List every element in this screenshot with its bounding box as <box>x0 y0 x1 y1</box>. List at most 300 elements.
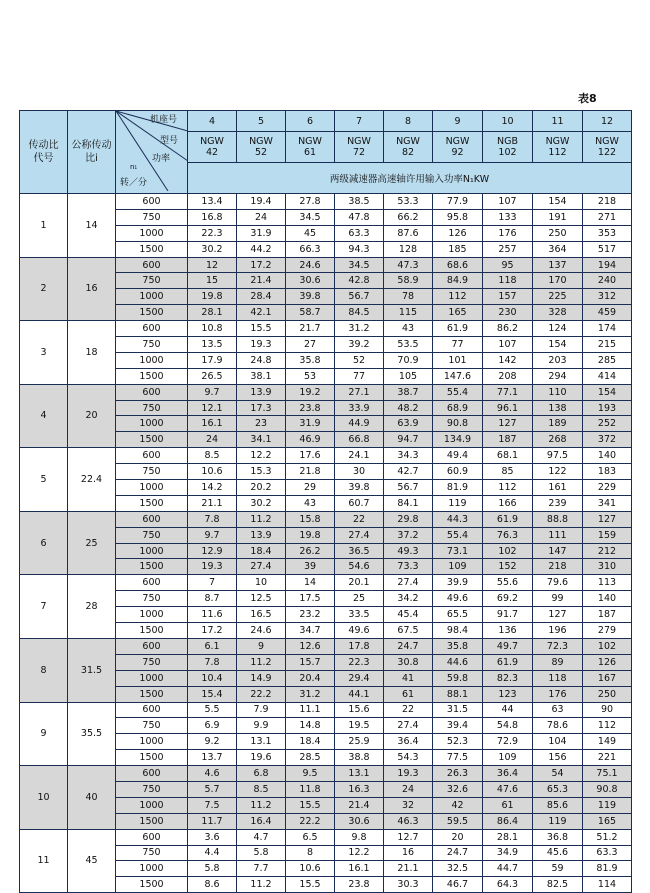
speed-cell: 600 <box>116 448 188 464</box>
power-cell: 17.2 <box>237 257 286 273</box>
power-cell: 84.1 <box>384 495 433 511</box>
power-cell: 68.1 <box>483 448 533 464</box>
power-cell: 10 <box>237 575 286 591</box>
model-3 <box>335 132 384 163</box>
power-cell: 44.2 <box>237 241 286 257</box>
power-cell: 27.4 <box>384 718 433 734</box>
nominal-ratio-cell: 22.4 <box>68 448 116 512</box>
label-speed-symbol: n₁ <box>130 163 138 171</box>
power-cell: 112 <box>583 718 632 734</box>
speed-cell: 1000 <box>116 289 188 305</box>
ratio-code-cell: 7 <box>20 575 68 639</box>
power-cell: 19.8 <box>286 527 335 543</box>
power-cell: 36.5 <box>335 543 384 559</box>
power-cell: 24.7 <box>433 845 483 861</box>
frame-number-10: 10 <box>483 111 533 132</box>
power-cell: 176 <box>483 225 533 241</box>
power-cell: 35.8 <box>433 638 483 654</box>
power-cell: 43 <box>286 495 335 511</box>
power-cell: 11.2 <box>237 797 286 813</box>
power-cell: 10.6 <box>286 861 335 877</box>
power-cell: 187 <box>583 607 632 623</box>
power-cell: 17.9 <box>188 352 237 368</box>
power-cell: 8 <box>286 845 335 861</box>
power-cell: 15.6 <box>335 702 384 718</box>
table-row <box>20 575 632 591</box>
power-cell: 26.5 <box>188 368 237 384</box>
power-cell: 147.6 <box>433 368 483 384</box>
power-cell: 20 <box>433 829 483 845</box>
power-cell: 189 <box>533 416 583 432</box>
power-cell: 8.5 <box>237 781 286 797</box>
power-cell: 64.3 <box>483 877 533 893</box>
power-cell: 20.4 <box>286 670 335 686</box>
model-type: NGW <box>595 136 619 147</box>
ratio-group <box>20 511 632 575</box>
power-cell: 15.5 <box>286 797 335 813</box>
power-cell: 86.2 <box>483 321 533 337</box>
power-cell: 203 <box>533 352 583 368</box>
power-cell: 18.4 <box>237 543 286 559</box>
power-cell: 22.2 <box>237 686 286 702</box>
power-cell: 49.3 <box>384 543 433 559</box>
model-size: 112 <box>548 147 567 158</box>
frame-number-5: 5 <box>237 111 286 132</box>
power-cell: 9.5 <box>286 766 335 782</box>
speed-cell: 1500 <box>116 368 188 384</box>
power-cell: 5.7 <box>188 781 237 797</box>
power-cell: 15.7 <box>286 654 335 670</box>
power-cell: 65.5 <box>433 607 483 623</box>
power-cell: 46.9 <box>286 432 335 448</box>
power-cell: 105 <box>384 368 433 384</box>
power-cell: 142 <box>483 352 533 368</box>
table-row <box>20 384 632 400</box>
power-cell: 82.5 <box>533 877 583 893</box>
power-cell: 24.1 <box>335 448 384 464</box>
power-cell: 49.6 <box>433 591 483 607</box>
power-cell: 12.6 <box>286 638 335 654</box>
power-cell: 66.3 <box>286 241 335 257</box>
speed-cell: 1000 <box>116 734 188 750</box>
power-cell: 328 <box>533 305 583 321</box>
power-cell: 229 <box>583 480 632 496</box>
speed-cell: 1000 <box>116 352 188 368</box>
power-cell: 250 <box>533 225 583 241</box>
power-cell: 34.9 <box>483 845 533 861</box>
power-cell: 20.1 <box>335 575 384 591</box>
power-cell: 30.6 <box>335 813 384 829</box>
power-cell: 39 <box>286 559 335 575</box>
power-cell: 107 <box>483 337 533 353</box>
power-cell: 30.2 <box>237 495 286 511</box>
power-cell: 34.1 <box>237 432 286 448</box>
power-cell: 38.5 <box>335 194 384 210</box>
power-cell: 88.1 <box>433 686 483 702</box>
power-cell: 70.9 <box>384 352 433 368</box>
power-cell: 21.4 <box>335 797 384 813</box>
power-cell: 126 <box>583 654 632 670</box>
power-cell: 6.5 <box>286 829 335 845</box>
power-cell: 115 <box>384 305 433 321</box>
power-cell: 372 <box>583 432 632 448</box>
power-cell: 77 <box>433 337 483 353</box>
power-cell: 95.8 <box>433 209 483 225</box>
label-frame-no: 机座号 <box>150 115 178 125</box>
model-size: 52 <box>254 147 268 158</box>
power-cell: 15.5 <box>237 321 286 337</box>
power-cell: 55.4 <box>433 527 483 543</box>
power-cell: 30 <box>335 464 384 480</box>
power-cell: 33.9 <box>335 400 384 416</box>
power-cell: 54 <box>533 766 583 782</box>
power-cell: 39.8 <box>286 289 335 305</box>
power-cell: 17.2 <box>188 623 237 639</box>
power-cell: 7 <box>188 575 237 591</box>
power-cell: 127 <box>483 416 533 432</box>
power-cell: 28.4 <box>237 289 286 305</box>
power-cell: 128 <box>384 241 433 257</box>
table-row <box>20 448 632 464</box>
power-cell: 27.8 <box>286 194 335 210</box>
power-cell: 127 <box>583 511 632 527</box>
power-cell: 6.8 <box>237 766 286 782</box>
power-cell: 6.1 <box>188 638 237 654</box>
power-cell: 215 <box>583 337 632 353</box>
speed-cell: 750 <box>116 591 188 607</box>
ratio-code-cell: 11 <box>20 829 68 893</box>
speed-cell: 1500 <box>116 750 188 766</box>
power-cell: 30.2 <box>188 241 237 257</box>
power-cell: 42 <box>433 797 483 813</box>
frame-number-7: 7 <box>335 111 384 132</box>
power-cell: 54.8 <box>483 718 533 734</box>
power-cell: 13.9 <box>237 527 286 543</box>
power-cell: 61 <box>483 797 533 813</box>
power-cell: 12.7 <box>384 829 433 845</box>
table-row <box>20 511 632 527</box>
power-cell: 112 <box>433 289 483 305</box>
power-cell: 44.7 <box>483 861 533 877</box>
power-cell: 364 <box>533 241 583 257</box>
power-cell: 341 <box>583 495 632 511</box>
power-cell: 154 <box>533 337 583 353</box>
power-cell: 32.6 <box>433 781 483 797</box>
power-cell: 517 <box>583 241 632 257</box>
power-cell: 85 <box>483 464 533 480</box>
power-cell: 59 <box>533 861 583 877</box>
speed-cell: 1500 <box>116 305 188 321</box>
power-cell: 34.3 <box>384 448 433 464</box>
power-cell: 63 <box>533 702 583 718</box>
power-cell: 110 <box>533 384 583 400</box>
power-cell: 30.3 <box>384 877 433 893</box>
nominal-ratio-cell: 16 <box>68 257 116 321</box>
table-row <box>20 321 632 337</box>
power-cell: 58.9 <box>384 273 433 289</box>
power-cell: 42.8 <box>335 273 384 289</box>
power-cell: 107 <box>483 194 533 210</box>
power-cell: 7.8 <box>188 511 237 527</box>
table-row <box>20 829 632 845</box>
power-cell: 60.7 <box>335 495 384 511</box>
power-cell: 61 <box>384 686 433 702</box>
power-cell: 8.6 <box>188 877 237 893</box>
power-cell: 239 <box>533 495 583 511</box>
model-type: NGB <box>497 136 518 147</box>
power-cell: 8.5 <box>188 448 237 464</box>
power-cell: 124 <box>533 321 583 337</box>
header-diagonal-cell <box>116 111 188 194</box>
speed-cell: 750 <box>116 527 188 543</box>
ratio-group <box>20 321 632 385</box>
power-table <box>19 110 632 893</box>
power-cell: 21.1 <box>384 861 433 877</box>
nominal-ratio-cell: 18 <box>68 321 116 385</box>
power-cell: 5.8 <box>188 861 237 877</box>
header-nominal-ratio <box>68 111 116 194</box>
power-cell: 27.4 <box>384 575 433 591</box>
power-cell: 86.4 <box>483 813 533 829</box>
power-cell: 24.6 <box>286 257 335 273</box>
nominal-ratio-cell: 28 <box>68 575 116 639</box>
power-cell: 72.3 <box>533 638 583 654</box>
power-cell: 47.3 <box>384 257 433 273</box>
power-cell: 4.7 <box>237 829 286 845</box>
speed-cell: 1500 <box>116 813 188 829</box>
power-cell: 22.3 <box>188 225 237 241</box>
power-cell: 15 <box>188 273 237 289</box>
power-cell: 73.3 <box>384 559 433 575</box>
power-cell: 16.1 <box>188 416 237 432</box>
power-cell: 126 <box>433 225 483 241</box>
power-cell: 97.5 <box>533 448 583 464</box>
power-cell: 68.9 <box>433 400 483 416</box>
power-cell: 118 <box>533 670 583 686</box>
power-cell: 31.2 <box>335 321 384 337</box>
power-cell: 27.4 <box>335 527 384 543</box>
ratio-code-cell: 9 <box>20 702 68 766</box>
power-cell: 134.9 <box>433 432 483 448</box>
power-cell: 61.9 <box>433 321 483 337</box>
power-cell: 19.3 <box>237 337 286 353</box>
power-cell: 14 <box>286 575 335 591</box>
power-cell: 170 <box>533 273 583 289</box>
power-cell: 36.8 <box>533 829 583 845</box>
model-5 <box>433 132 483 163</box>
ratio-group <box>20 257 632 321</box>
speed-cell: 750 <box>116 273 188 289</box>
power-cell: 66.8 <box>335 432 384 448</box>
power-cell: 76.3 <box>483 527 533 543</box>
power-cell: 10.8 <box>188 321 237 337</box>
power-cell: 17.8 <box>335 638 384 654</box>
power-cell: 51.2 <box>583 829 632 845</box>
table-row <box>20 766 632 782</box>
power-cell: 191 <box>533 209 583 225</box>
power-cell: 99 <box>533 591 583 607</box>
speed-cell: 600 <box>116 321 188 337</box>
label-model: 型号 <box>160 136 179 146</box>
ratio-group <box>20 384 632 448</box>
speed-cell: 600 <box>116 638 188 654</box>
power-cell: 208 <box>483 368 533 384</box>
power-cell: 13.7 <box>188 750 237 766</box>
model-type: NGW <box>445 136 470 147</box>
power-cell: 68.6 <box>433 257 483 273</box>
power-cell: 34.5 <box>286 209 335 225</box>
speed-cell: 1500 <box>116 623 188 639</box>
speed-cell: 750 <box>116 781 188 797</box>
power-cell: 15.3 <box>237 464 286 480</box>
power-cell: 152 <box>483 559 533 575</box>
power-cell: 32 <box>384 797 433 813</box>
power-cell: 85.6 <box>533 797 583 813</box>
power-cell: 193 <box>583 400 632 416</box>
power-cell: 91.7 <box>483 607 533 623</box>
power-cell: 24 <box>188 432 237 448</box>
speed-cell: 750 <box>116 209 188 225</box>
power-cell: 53.5 <box>384 337 433 353</box>
speed-cell: 600 <box>116 384 188 400</box>
power-cell: 11.8 <box>286 781 335 797</box>
power-cell: 33.5 <box>335 607 384 623</box>
power-cell: 95 <box>483 257 533 273</box>
power-cell: 279 <box>583 623 632 639</box>
power-cell: 38.8 <box>335 750 384 766</box>
speed-cell: 600 <box>116 511 188 527</box>
model-type: NGW <box>347 136 371 147</box>
power-cell: 19.4 <box>237 194 286 210</box>
power-cell: 414 <box>583 368 632 384</box>
power-cell: 42.7 <box>384 464 433 480</box>
power-cell: 16.5 <box>237 607 286 623</box>
power-cell: 312 <box>583 289 632 305</box>
power-cell: 79.6 <box>533 575 583 591</box>
power-cell: 114 <box>583 877 632 893</box>
power-cell: 212 <box>583 543 632 559</box>
header-nominal-ratio-line2: 比i <box>85 153 98 164</box>
power-cell: 34.5 <box>335 257 384 273</box>
power-cell: 39.8 <box>335 480 384 496</box>
power-cell: 29 <box>286 480 335 496</box>
power-cell: 84.5 <box>335 305 384 321</box>
label-power: 功率 <box>152 154 171 164</box>
power-cell: 165 <box>433 305 483 321</box>
power-cell: 10.6 <box>188 464 237 480</box>
power-cell: 11.2 <box>237 877 286 893</box>
power-cell: 167 <box>583 670 632 686</box>
power-cell: 67.5 <box>384 623 433 639</box>
power-cell: 13.9 <box>237 384 286 400</box>
power-cell: 19.8 <box>188 289 237 305</box>
power-cell: 8.7 <box>188 591 237 607</box>
power-cell: 112 <box>483 480 533 496</box>
model-type: NGW <box>200 136 224 147</box>
power-cell: 47.6 <box>483 781 533 797</box>
power-cell: 13.1 <box>335 766 384 782</box>
model-size: 72 <box>352 147 366 158</box>
power-cell: 52.3 <box>433 734 483 750</box>
power-cell: 138 <box>533 400 583 416</box>
power-cell: 12.5 <box>237 591 286 607</box>
power-cell: 84.9 <box>433 273 483 289</box>
power-cell: 25 <box>335 591 384 607</box>
power-cell: 48.2 <box>384 400 433 416</box>
model-type: NGW <box>249 136 273 147</box>
power-cell: 59.8 <box>433 670 483 686</box>
ratio-group <box>20 702 632 766</box>
power-cell: 14.9 <box>237 670 286 686</box>
power-cell: 44.3 <box>433 511 483 527</box>
model-type: NGW <box>545 136 570 147</box>
ratio-code-cell: 3 <box>20 321 68 385</box>
power-cell: 56.7 <box>335 289 384 305</box>
power-cell: 183 <box>583 464 632 480</box>
power-cell: 45 <box>286 225 335 241</box>
speed-cell: 1500 <box>116 495 188 511</box>
power-cell: 63.9 <box>384 416 433 432</box>
frame-number-4: 4 <box>188 111 237 132</box>
power-cell: 118 <box>483 273 533 289</box>
power-cell: 23.2 <box>286 607 335 623</box>
model-size: 92 <box>451 147 464 158</box>
power-cell: 16.3 <box>335 781 384 797</box>
power-cell: 11.2 <box>237 511 286 527</box>
model-2 <box>286 132 335 163</box>
power-cell: 136 <box>483 623 533 639</box>
model-0 <box>188 132 237 163</box>
header-ratio-code <box>20 111 68 194</box>
power-cell: 133 <box>483 209 533 225</box>
power-cell: 12.1 <box>188 400 237 416</box>
header-nominal-ratio-line1: 公称传动 <box>71 140 112 151</box>
power-cell: 252 <box>583 416 632 432</box>
power-cell: 5.5 <box>188 702 237 718</box>
speed-cell: 1000 <box>116 670 188 686</box>
speed-cell: 1000 <box>116 543 188 559</box>
ratio-code-cell: 1 <box>20 194 68 258</box>
power-cell: 47.8 <box>335 209 384 225</box>
ratio-code-cell: 8 <box>20 638 68 702</box>
power-cell: 59.5 <box>433 813 483 829</box>
power-cell: 140 <box>583 448 632 464</box>
power-cell: 30.8 <box>384 654 433 670</box>
power-cell: 54.6 <box>335 559 384 575</box>
speed-cell: 750 <box>116 337 188 353</box>
power-cell: 154 <box>583 384 632 400</box>
nominal-ratio-cell: 20 <box>68 384 116 448</box>
speed-cell: 750 <box>116 718 188 734</box>
power-cell: 90 <box>583 702 632 718</box>
power-cell: 137 <box>533 257 583 273</box>
table-row <box>20 194 632 210</box>
model-type: NGW <box>298 136 322 147</box>
power-cell: 34.2 <box>384 591 433 607</box>
power-cell: 6.9 <box>188 718 237 734</box>
power-cell: 16 <box>384 845 433 861</box>
power-cell: 45.6 <box>533 845 583 861</box>
speed-cell: 750 <box>116 400 188 416</box>
frame-number-6: 6 <box>286 111 335 132</box>
speed-cell: 1000 <box>116 861 188 877</box>
power-cell: 119 <box>583 797 632 813</box>
power-cell: 52 <box>335 352 384 368</box>
frame-number-11: 11 <box>533 111 583 132</box>
power-cell: 23.8 <box>286 400 335 416</box>
power-cell: 88.8 <box>533 511 583 527</box>
power-cell: 28.1 <box>483 829 533 845</box>
